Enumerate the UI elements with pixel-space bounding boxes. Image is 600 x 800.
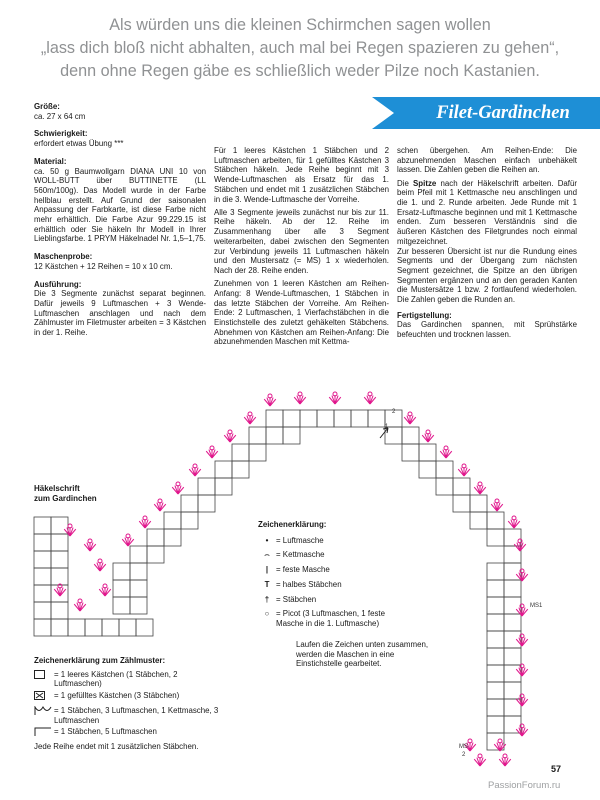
filet-square — [51, 534, 68, 551]
count-legend-footer: Jede Reihe endet mit 1 zusätzlichen Stäbchen. — [34, 741, 199, 751]
legend-row — [258, 565, 408, 575]
filet-square — [504, 682, 521, 699]
filet-square — [68, 619, 85, 636]
filet-square — [317, 410, 334, 427]
ms2-label: MS — [459, 744, 468, 750]
count-legend-text: = 1 leeres Kästchen (1 Stäbchen, 2 Luftmaschen) — [54, 669, 178, 689]
filet-square — [130, 597, 147, 614]
difficulty-value: erfordert etwas Übung *** — [34, 139, 124, 149]
filet-square — [351, 410, 368, 427]
filet-square — [283, 427, 300, 444]
filet-square — [51, 568, 68, 585]
double-crochet-icon: † — [264, 594, 270, 604]
filet-square — [487, 580, 504, 597]
filet-square — [487, 529, 504, 546]
legend-text: = halbes Stäbchen — [276, 579, 342, 589]
filet-square — [34, 517, 51, 534]
filet-square — [130, 546, 147, 563]
difficulty-heading: Schwierigkeit: — [34, 129, 88, 139]
material-text: ca. 50 g Baumwollgarn DIANA UNI 10 von WOLL-BUTT über BUTTINETTE (LL 560m/100g). Das Modell wurde in der Farbe hellblau erstellt. Auf Grund der saisonalen Anpassung der Farbkarte, ist diese Farbe nicht mehr erhältlich. Die Farbe Azur 99.229.15 ist erhältlich oder Sie häkeln Ihr Modell in Ihrer Lieblingsfarbe. 1 PRYM Häkelnadel Nr. 1,5–1,75. — [34, 166, 206, 244]
filet-square — [487, 665, 504, 682]
filet-square — [164, 529, 181, 546]
page-number: 57 — [551, 764, 562, 774]
filet-square — [368, 410, 385, 427]
filet-square — [232, 444, 249, 461]
material-heading: Material: — [34, 156, 67, 166]
filet-square — [504, 614, 521, 631]
filet-square — [249, 444, 266, 461]
filet-square — [487, 563, 504, 580]
filet-square — [487, 648, 504, 665]
diagram-title-line-2: zum Gardinchen — [34, 494, 97, 503]
pattern-title: Filet-Gardinchen — [436, 103, 570, 123]
filet-square — [85, 619, 102, 636]
filet-square — [334, 410, 351, 427]
filet-square — [113, 563, 130, 580]
filled-square-icon — [34, 691, 54, 704]
filet-square — [487, 699, 504, 716]
count-legend-title: Zeichenerklärung zum Zählmuster: — [34, 656, 166, 665]
filet-square — [487, 682, 504, 699]
legend-text: = Stäbchen — [276, 594, 317, 604]
col2-para-2: Alle 3 Segmente jeweils zunächst nur bis zur 11. Reihe häkeln. Ab der 12. Reihe im Zusammenhang über alle 3 Segment weiterarbeiten, dabei zwischen den Segmenten zur Verbindung jeweils 11 Luftmaschen häkeln und den Mustersatz (= MS) 1 x wiederholen. Nach der 28. Reihe enden. — [214, 207, 389, 275]
filet-square — [51, 602, 68, 619]
picot-icon: ○ — [264, 609, 270, 619]
filet-square — [504, 665, 521, 682]
filet-square — [34, 568, 51, 585]
filet-square — [113, 597, 130, 614]
intro-line-2: „lass dich bloß nicht abhalten, auch mal bei Regen spazieren zu gehen“, — [40, 39, 560, 57]
filet-square — [136, 619, 153, 636]
intro-line-3: denn ohne Regen gäbe es schließlich weder Pilze noch Kastanien. — [60, 62, 540, 80]
execution-text: Die 3 Segmente zunächst separat beginnen. Dafür jeweils 9 Luftmaschen + 3 Wende-Luftmaschen anschlagen und nach dem Zählmuster im Filetmuster arbeiten = 3 Kästchen in der 1. Reihe. — [34, 289, 206, 338]
col3-para-1: schen übergehen. Am Reihen-Ende: Die abzunehmenden Maschen einfach unbehäkelt lassen. Die Zahlen geben die Reihen an. — [397, 146, 577, 175]
filet-square — [198, 478, 215, 495]
filet-square — [436, 461, 453, 478]
filet-square — [266, 410, 283, 427]
count-legend-row — [34, 670, 224, 689]
legend-text: = Kettmasche — [276, 550, 325, 560]
filet-square — [181, 495, 198, 512]
arch-icon — [34, 706, 54, 725]
size-heading: Größe: — [34, 102, 60, 111]
filet-square — [34, 534, 51, 551]
filet-square — [487, 512, 504, 529]
finishing-text: Das Gardinchen spannen, mit Sprühstärke befeuchten und trocknen lassen. — [397, 320, 577, 340]
filet-square — [402, 427, 419, 444]
filet-square — [249, 427, 266, 444]
count-legend-row — [34, 691, 224, 704]
gauge-text: 12 Kästchen + 12 Reihen = 10 x 10 cm. — [34, 261, 173, 271]
filet-square — [436, 478, 453, 495]
diagram-title — [34, 484, 97, 504]
ms1-label: MS1 — [530, 603, 543, 609]
filet-square — [198, 495, 215, 512]
filet-square — [34, 551, 51, 568]
filet-square — [102, 619, 119, 636]
filet-square — [34, 585, 51, 602]
spitze-word: Spitze — [413, 178, 437, 188]
filet-square — [504, 648, 521, 665]
filet-square — [215, 478, 232, 495]
filet-square — [470, 512, 487, 529]
count-legend — [34, 656, 224, 752]
filet-square — [215, 461, 232, 478]
filet-square — [181, 512, 198, 529]
filet-square — [487, 614, 504, 631]
filet-square — [130, 580, 147, 597]
filet-square — [51, 619, 68, 636]
legend-row — [258, 550, 408, 560]
filet-square — [119, 619, 136, 636]
count-legend-text: = 1 gefülltes Kästchen (3 Stäbchen) — [54, 691, 180, 701]
legend-row — [258, 580, 408, 590]
col3-para-2: nach der Häkelschrift arbeiten. Dafür beim Pfeil mit 1 Kettmasche neu anschlingen und die 1. und 2. Runde arbeiten. Jede Runde mit 1 Ersatz-Luftmasche beginnen und mit 1 Kettmasche enden. Zum besseren Verständnis sind die äußeren Kästchen des Filetgrundes noch einmal mitgezeichnet. — [397, 178, 577, 246]
filet-square — [402, 444, 419, 461]
size-value: ca. 27 x 64 cm — [34, 111, 86, 121]
single-crochet-icon: | — [265, 565, 269, 575]
filet-square — [232, 461, 249, 478]
filet-square — [164, 512, 181, 529]
filet-square — [51, 517, 68, 534]
round-label-1: 1 — [385, 424, 389, 430]
legend-text: = Picot (3 Luftmaschen, 1 feste Masche in die 1. Luftmasche) — [276, 609, 385, 628]
round-label-2: 2 — [392, 409, 396, 415]
filet-square — [504, 580, 521, 597]
filet-square — [453, 495, 470, 512]
filet-square — [453, 478, 470, 495]
stitch-legend-title: Zeichenerklärung: — [258, 520, 327, 529]
filet-square — [419, 461, 436, 478]
filet-square — [504, 716, 521, 733]
bar-icon — [34, 727, 54, 740]
legend-note: Laufen die Zeichen unten zusammen, werden die Maschen in eine Einstichstelle gearbeitet. — [296, 640, 429, 669]
filet-square — [34, 602, 51, 619]
filet-square — [51, 551, 68, 568]
empty-square-icon — [34, 670, 54, 689]
half-double-icon: T — [264, 579, 270, 589]
count-legend-row — [34, 706, 224, 725]
col3-para-2-start: Die — [397, 178, 414, 188]
legend-row — [258, 609, 408, 628]
filet-square — [34, 619, 51, 636]
filet-square — [147, 546, 164, 563]
col2-para-1: Für 1 leeres Kästchen 1 Stäbchen und 2 Luftmaschen arbeiten, für 1 gefülltes Kästchen 3 Stäbchen häkeln. Jede Reihe beginnt mit 3 Wende-Luftmaschen als Ersatz für das 1. Stäbchen und endet mit 1 zusätzlichen Stäbchen in die 3. Wende-Luftmasche der Vorreihe. — [214, 146, 389, 204]
count-legend-row — [34, 727, 224, 740]
filet-square — [487, 597, 504, 614]
filet-square — [130, 563, 147, 580]
gauge-heading: Maschenprobe: — [34, 252, 93, 262]
filet-square — [266, 427, 283, 444]
filet-square — [487, 716, 504, 733]
filet-square — [487, 631, 504, 648]
count-legend-text: = 1 Stäbchen, 3 Luftmaschen, 1 Kettmasche, 3 Luftmaschen — [54, 705, 219, 725]
stitch-legend — [258, 520, 408, 634]
filet-square — [113, 580, 130, 597]
slip-stitch-icon: ⌢ — [264, 550, 270, 560]
col2-para-3: Zunehmen von 1 leeren Kästchen am Reihen-Anfang: 8 Wende-Luftmaschen, 1 Stäbchen in das letzte Stäbchen der Vorreihe. Am Reihen-Ende: 2 Luftmaschen, 1 Vierfachstäbchen in die Einstichstelle des zuletzt gehäkelten Stäbchens. Abnehmen von Kästchen am Reihen-Anfang: Die abzunehmenden Maschen mit Kettma- — [214, 279, 389, 347]
intro-line-1: Als würden uns die kleinen Schirmchen sagen wollen — [109, 16, 491, 34]
filet-square — [504, 529, 521, 546]
chain-icon: • — [265, 535, 269, 545]
diagram-title-line-1: Häkelschrift — [34, 484, 80, 493]
col3-para-3: Zur besseren Übersicht ist nur die Rundung eines Segments und der Übergang zum nächsten Segment gezeichnet, die Spitze an den übrigen Segmenten ergänzen und an den geraden Kanten die Mustersätze 1 bzw. 2 fortlaufend wiederholen. Die Zahlen geben die Runden an. — [397, 246, 577, 305]
filet-square — [300, 410, 317, 427]
filet-square — [470, 495, 487, 512]
filet-square — [147, 529, 164, 546]
filet-square — [283, 410, 300, 427]
count-legend-text: = 1 Stäbchen, 5 Luftmaschen — [54, 727, 157, 737]
filet-square — [419, 444, 436, 461]
watermark: PassionForum.ru — [488, 780, 561, 791]
legend-row — [258, 536, 408, 546]
legend-text: = Luftmasche — [276, 535, 324, 545]
legend-text: = feste Masche — [276, 565, 330, 575]
legend-row — [258, 595, 408, 605]
finishing-heading: Fertigstellung: — [397, 310, 452, 320]
execution-heading: Ausführung: — [34, 279, 82, 289]
ms2-number: 2 — [462, 752, 466, 758]
filet-square — [504, 631, 521, 648]
